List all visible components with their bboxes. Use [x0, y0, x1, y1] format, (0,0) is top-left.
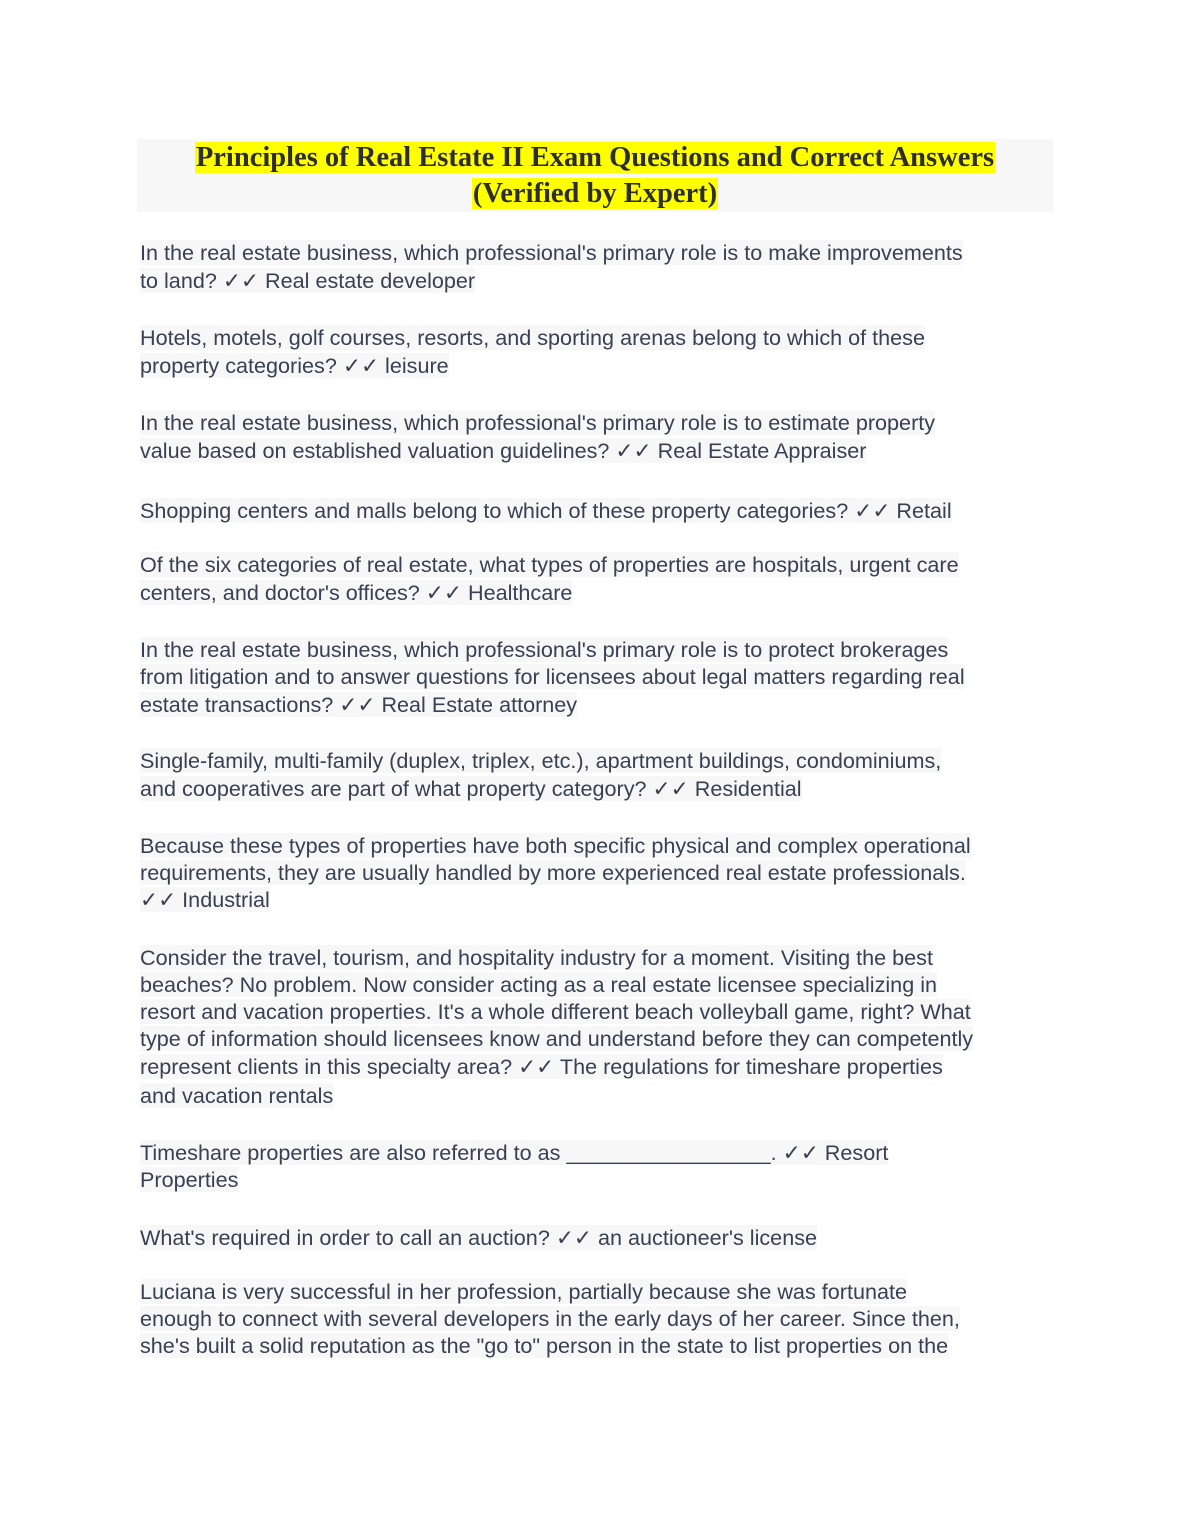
qa-line: requirements, they are usually handled by more experienced real estate professionals.	[140, 860, 966, 885]
qa-line: Consider the travel, tourism, and hospitality industry for a moment. Visiting the best	[140, 945, 933, 970]
qa-line: enough to connect with several developers in the early days of her career. Since then,	[140, 1306, 960, 1331]
qa-item	[140, 1278, 1050, 1359]
qa-line: centers, and doctor's offices? ✓✓ Healthcare	[140, 580, 573, 605]
qa-line: value based on established valuation guidelines? ✓✓ Real Estate Appraiser	[140, 438, 867, 463]
qa-line: estate transactions? ✓✓ Real Estate attorney	[140, 692, 578, 717]
qa-item	[140, 239, 1050, 296]
qa-item	[140, 409, 1050, 466]
qa-line: Hotels, motels, golf courses, resorts, and sporting arenas belong to which of these	[140, 325, 925, 350]
qa-item	[140, 944, 1050, 1109]
qa-line: Of the six categories of real estate, what types of properties are hospitals, urgent care	[140, 552, 959, 577]
qa-line: represent clients in this specialty area? ✓✓ The regulations for timeshare properties	[140, 1054, 943, 1079]
qa-item	[140, 1139, 1050, 1193]
qa-line: she's built a solid reputation as the "go to" person in the state to list properties on the	[140, 1333, 949, 1358]
qa-item	[140, 1224, 1050, 1251]
qa-line: In the real estate business, which professional's primary role is to protect brokerages	[140, 637, 949, 662]
qa-line: and vacation rentals	[140, 1083, 334, 1108]
qa-line: resort and vacation properties. It's a whole different beach volleyball game, right? What	[140, 999, 971, 1024]
qa-line: from litigation and to answer questions for licensees about legal matters regarding real	[140, 664, 965, 689]
qa-line: type of information should licensees know and understand before they can competently	[140, 1026, 974, 1051]
qa-line: Properties	[140, 1167, 239, 1192]
title-line-2: (Verified by Expert)	[472, 178, 718, 209]
qa-line: and cooperatives are part of what property category? ✓✓ Residential	[140, 776, 802, 801]
title-line-1: Principles of Real Estate II Exam Questions and Correct Answers	[195, 142, 995, 173]
qa-line: ✓✓ Industrial	[140, 887, 270, 912]
qa-line: In the real estate business, which professional's primary role is to make improvements	[140, 240, 963, 265]
qa-item	[140, 747, 1050, 804]
qa-item	[140, 832, 1050, 913]
qa-line: Timeshare properties are also referred to as _________________. ✓✓ Resort	[140, 1140, 889, 1165]
qa-line: to land? ✓✓ Real estate developer	[140, 268, 476, 293]
qa-item	[140, 636, 1050, 720]
qa-line: Because these types of properties have both specific physical and complex operational	[140, 833, 971, 858]
qa-item	[140, 324, 1050, 381]
qa-line: Single-family, multi-family (duplex, triplex, etc.), apartment buildings, condominiums,	[140, 748, 942, 773]
qa-item	[140, 551, 1050, 608]
qa-item	[140, 497, 1050, 524]
document-title	[137, 139, 1053, 212]
qa-line: In the real estate business, which professional's primary role is to estimate property	[140, 410, 936, 435]
qa-line: What's required in order to call an auction? ✓✓ an auctioneer's license	[140, 1225, 818, 1250]
qa-line: Shopping centers and malls belong to which of these property categories? ✓✓ Retail	[140, 498, 952, 523]
qa-line: Luciana is very successful in her profession, partially because she was fortunate	[140, 1279, 907, 1304]
qa-line: beaches? No problem. Now consider acting as a real estate licensee specializing in	[140, 972, 938, 997]
qa-line: property categories? ✓✓ leisure	[140, 353, 449, 378]
